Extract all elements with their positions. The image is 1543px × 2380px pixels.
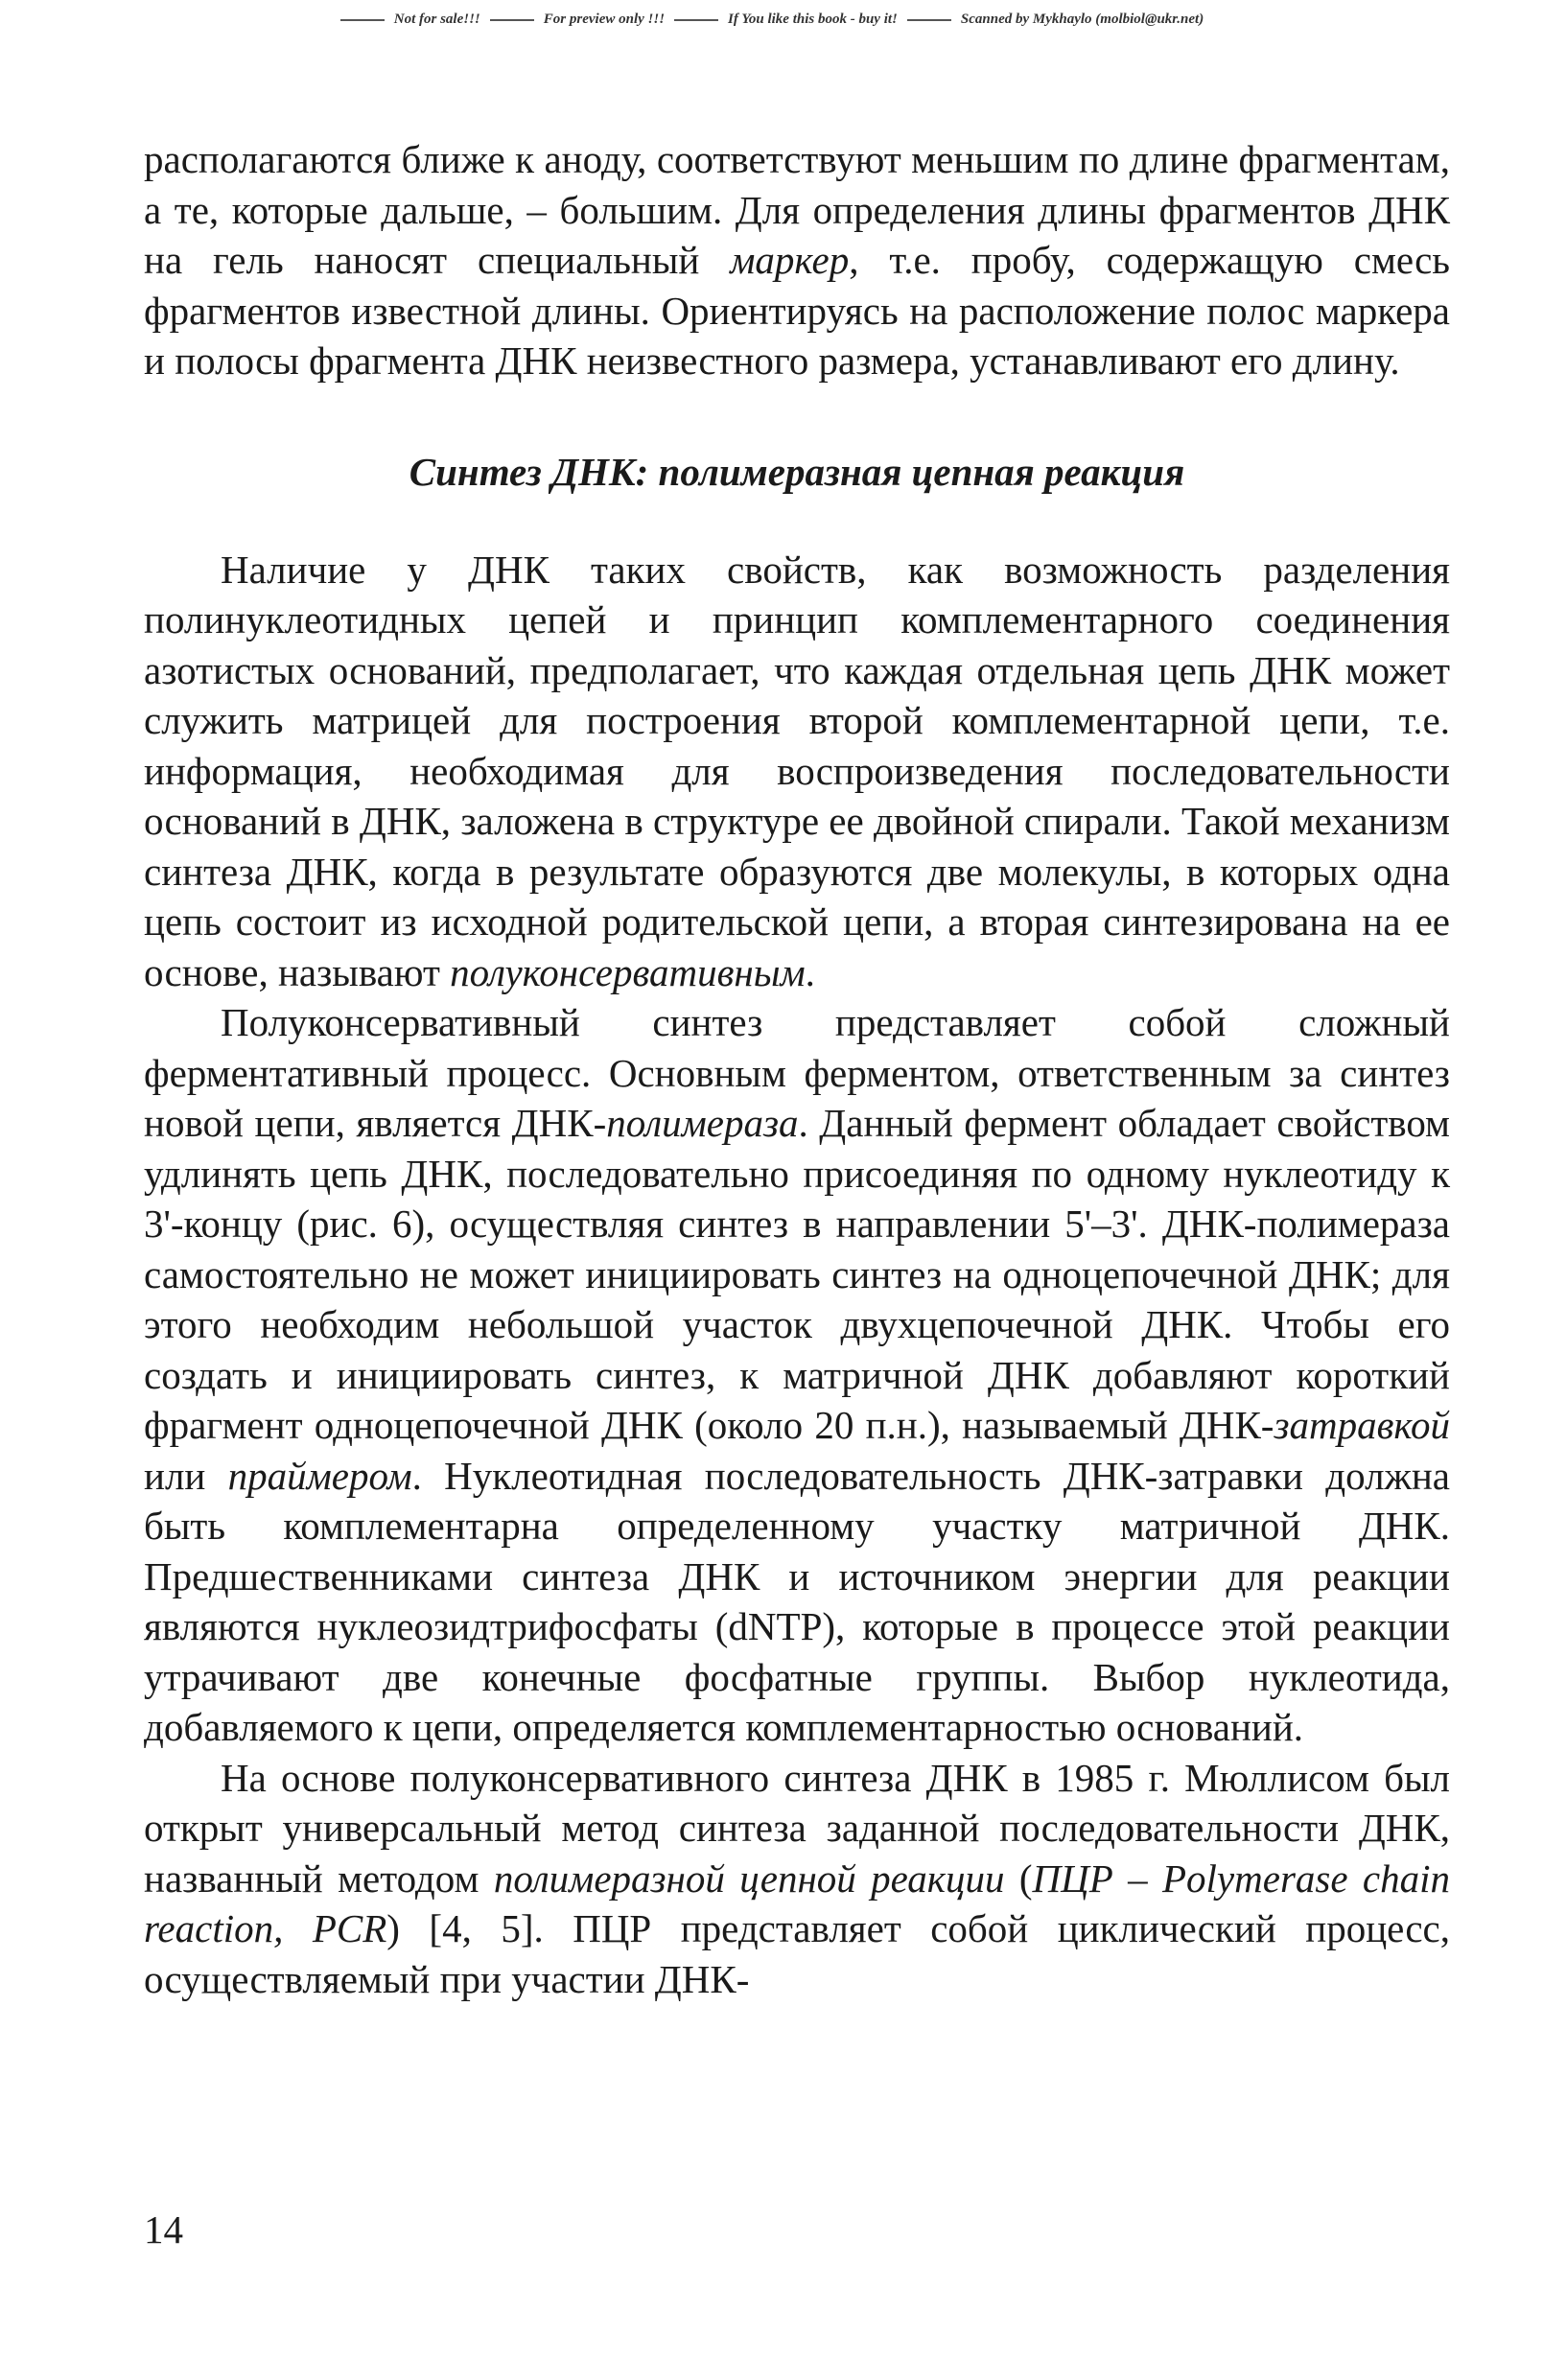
paragraph-polymerase <box>144 997 1450 1753</box>
term-pcr: полимеразной цепной реакции <box>493 1855 1005 1901</box>
scan-watermark-banner <box>144 12 1400 28</box>
page-body <box>144 134 1450 2004</box>
section-heading: Синтез ДНК: полимеразная цепная реакция <box>409 449 1185 494</box>
banner-rule <box>907 19 951 21</box>
term-polymerase: полимераза <box>606 1101 799 1145</box>
term-primer-dna: затравкой <box>1274 1403 1450 1447</box>
paragraph-semiconservative <box>144 545 1450 998</box>
paragraph-text: Наличие у ДНК таких свойств, как возможность разделения полинуклеотидных цепей и принцип комплементарного соединения азотистых оснований, предполагает, что каждая отдельная цепь ДНК может служить матрицей для построения второй комплементарной цепи, т.е. информация, необходимая для воспроизведения последовательности оснований в ДНК, заложена в структуре ее двойной спирали. Такой механизм синтеза ДНК, когда в результате образуются две молекулы, в которых одна цепь состоит из исходной родительской цепи, а вторая синтезирована на ее основе, называют <box>144 547 1450 994</box>
paragraph-text: . Нуклеотидная последовательность ДНК-затравки должна быть комплементарна определенному участку матричной ДНК. Предшественниками синтеза ДНК и источником энергии для реакции являются нуклеозидтрифосфаты (dNTP), которые в процессе этой реакции утрачивают две конечные фосфатные группы. Выбор нуклеотида, добавляемого к цепи, определяется комплементарностью оснований. <box>144 1453 1451 1749</box>
term-semiconservative: полуконсервативным <box>450 949 806 994</box>
banner-part-3: If You like this book - buy it! <box>728 12 898 27</box>
banner-part-2: For preview only !!! <box>543 12 666 27</box>
paragraph-text: , т.е. пробу, содержащую смесь фрагментов известной длины. Ориентируясь на расположение полос маркера и полосы фрагмента ДНК неизвестного размера, устанавливают его длину. <box>144 238 1451 383</box>
banner-part-4: Scanned by Mykhaylo (molbiol@ukr.net) <box>960 12 1204 27</box>
term-marker: маркер <box>730 238 850 282</box>
page-number: 14 <box>144 2207 183 2252</box>
paragraph-text: На основе полуконсервативного синтеза ДНК в 1985 г. Мюллисом был открыт универсальный метод синтеза заданной последовательности ДНК, названный методом <box>144 1755 1450 1901</box>
banner-part-1: Not for sale!!! <box>393 12 480 27</box>
paragraph-text: . <box>805 949 815 994</box>
paragraph-pcr <box>144 1753 1450 2005</box>
paragraph-text: ( <box>1004 1855 1033 1901</box>
term-pcr-abbrev: ПЦР – Polymerase chain reaction, PCR <box>144 1855 1450 1950</box>
banner-rule <box>674 19 718 21</box>
paragraph-gel-marker <box>144 134 1450 386</box>
paragraph-text: или <box>144 1453 228 1498</box>
term-primer: праймером <box>227 1453 412 1498</box>
banner-rule <box>340 19 385 21</box>
banner-rule <box>490 19 534 21</box>
paragraph-text: располагаются ближе к аноду, соответствуют меньшим по длине фрагментам, а те, которые дальше, – большим. Для определения длины фрагментов ДНК на гель наносят специальный <box>144 137 1450 282</box>
paragraph-text: . Данный фермент обладает свойством удлинять цепь ДНК, последовательно присоединяя по одному нуклеотиду к 3'-концу (рис. 6), осуществляя синтез в направлении 5'–3'. ДНК-полимераза самостоятельно не может инициировать синтез на одноцепочечной ДНК; для этого необходим небольшой участок двухцепочечной ДНК. Чтобы его создать и инициировать синтез, к матричной ДНК добавляют короткий фрагмент одноцепочечной ДНК (около 20 п.н.), называемый ДНК- <box>144 1101 1450 1447</box>
paragraph-text: Полуконсервативный синтез представляет собой сложный ферментативный процесс. Основным ферментом, ответственным за синтез новой цепи, является ДНК- <box>144 1000 1450 1145</box>
paragraph-text: ) [4, 5]. ПЦР представляет собой циклический процесс, осуществляемый при участии ДНК- <box>144 1906 1450 2001</box>
